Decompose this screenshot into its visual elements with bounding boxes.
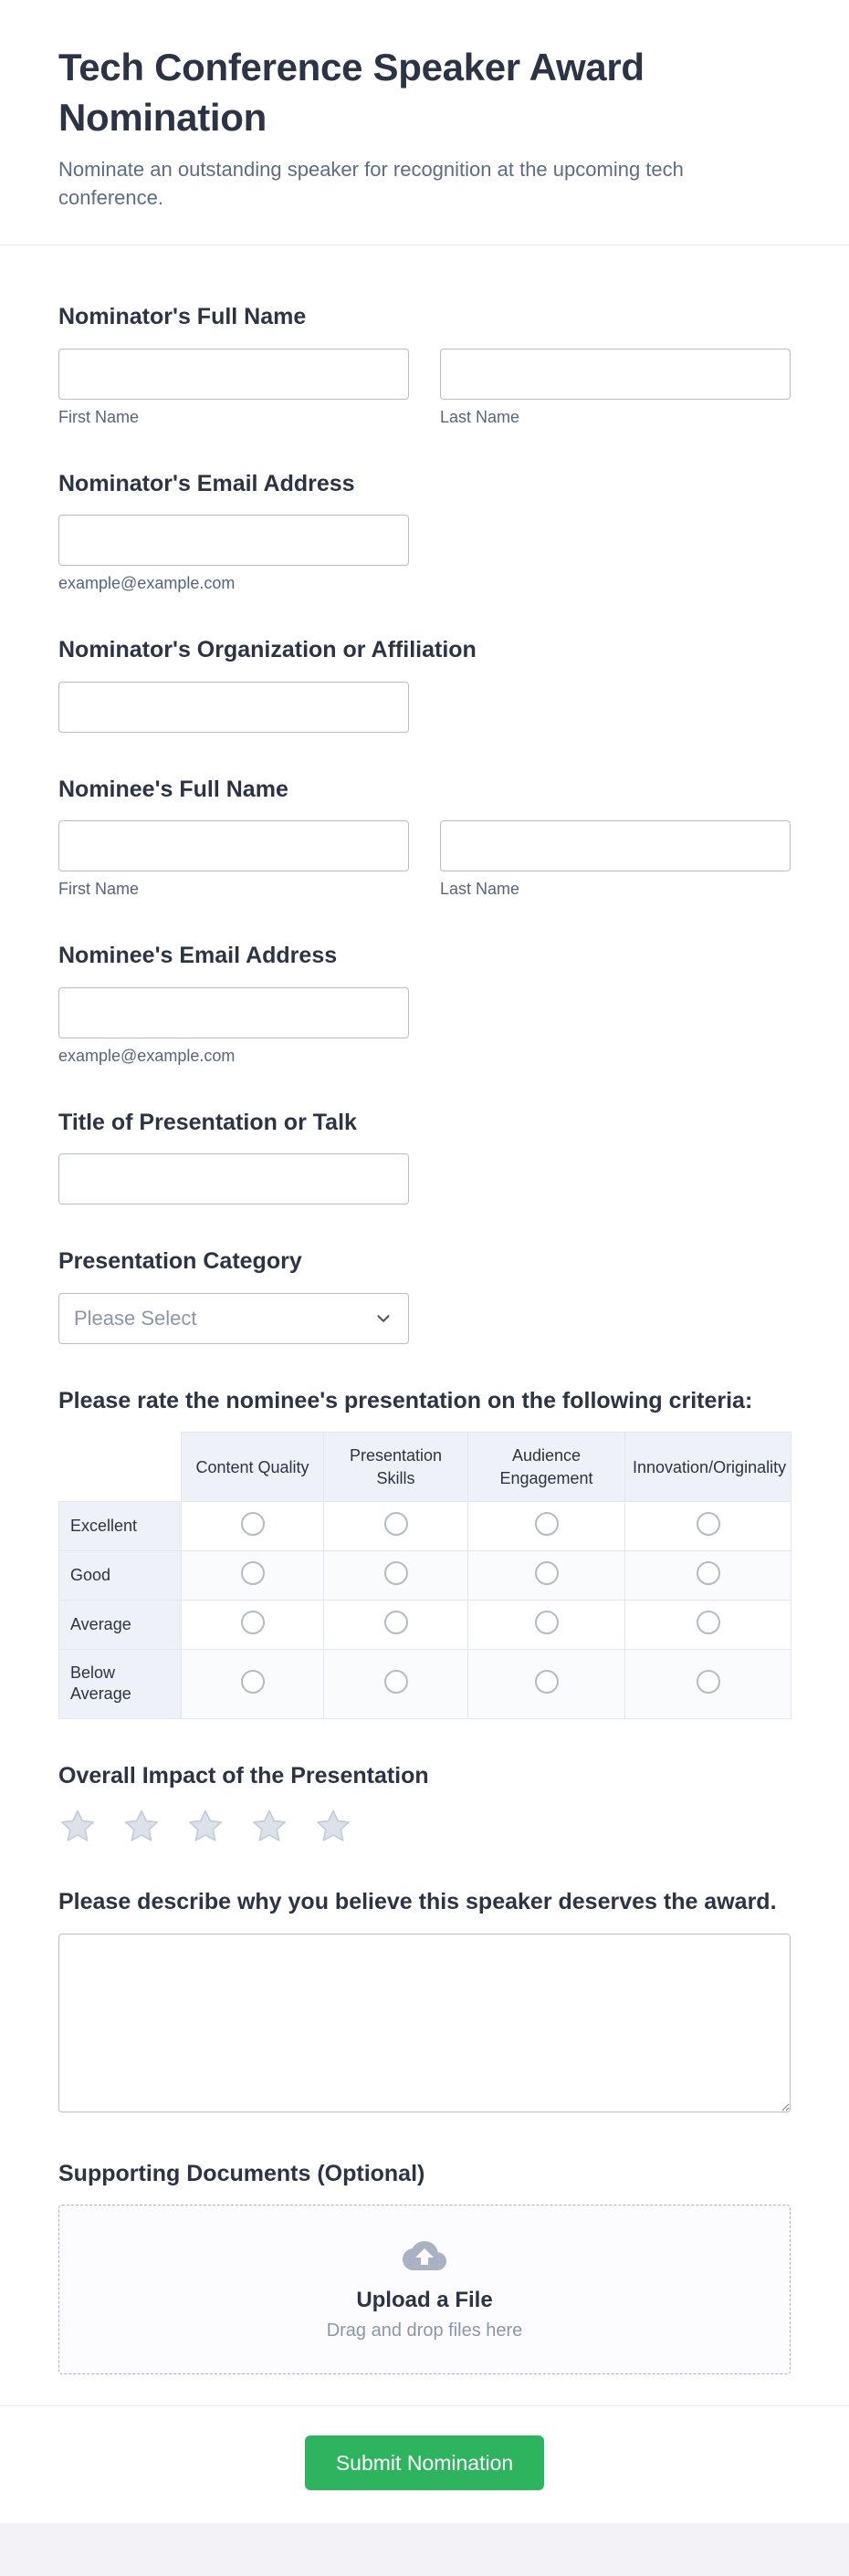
- file-upload-dropzone[interactable]: [58, 2205, 791, 2374]
- matrix-corner-cell: [59, 1433, 182, 1502]
- question-presentation-title: [58, 1108, 791, 1205]
- nominee-email-input[interactable]: [58, 987, 409, 1038]
- submit-section: [0, 2406, 849, 2523]
- matrix-radio[interactable]: [384, 1611, 408, 1634]
- question-label: Nominator's Email Address: [58, 470, 355, 496]
- first-name-col: [58, 820, 409, 899]
- matrix-radio[interactable]: [697, 1512, 720, 1536]
- category-select[interactable]: [58, 1293, 409, 1344]
- matrix-row-label: Below Average: [59, 1650, 182, 1719]
- matrix-radio[interactable]: [241, 1561, 265, 1585]
- question-rating-matrix: [58, 1386, 791, 1719]
- question-label: Please rate the nominee's presentation on the following criteria:: [58, 1387, 753, 1413]
- matrix-row: [59, 1601, 791, 1650]
- email-sublabel: example@example.com: [58, 1046, 236, 1065]
- last-name-col: [440, 820, 791, 899]
- email-sublabel: example@example.com: [58, 574, 236, 593]
- name-fields-row: [58, 349, 791, 427]
- matrix-radio[interactable]: [241, 1670, 265, 1694]
- matrix-row-label: Excellent: [59, 1502, 182, 1551]
- question-nominee-name: [58, 775, 791, 900]
- last-name-col: [440, 349, 791, 427]
- star-icon[interactable]: [58, 1807, 97, 1845]
- matrix-header-row: [59, 1433, 791, 1502]
- matrix-radio[interactable]: [384, 1512, 408, 1536]
- question-label: Nominator's Full Name: [58, 304, 307, 330]
- matrix-column-header: Innovation/Originality: [625, 1433, 791, 1502]
- nominator-organization-input[interactable]: [58, 682, 409, 733]
- matrix-radio[interactable]: [697, 1670, 720, 1694]
- name-fields-row: [58, 820, 791, 899]
- star-icon[interactable]: [314, 1807, 352, 1845]
- question-description: [58, 1887, 791, 2117]
- page-bottom-spacer: [0, 2523, 849, 2576]
- question-label: Presentation Category: [58, 1248, 302, 1275]
- nominator-first-name-input[interactable]: [58, 349, 409, 400]
- form-header: [0, 0, 849, 245]
- matrix-column-header: Audience Engagement: [468, 1433, 625, 1502]
- first-name-col: [58, 349, 409, 427]
- question-presentation-category: [58, 1246, 791, 1344]
- page-title: Tech Conference Speaker Award Nomination: [58, 46, 645, 140]
- description-textarea[interactable]: [58, 1934, 791, 2112]
- star-rating: [58, 1807, 791, 1845]
- nominator-email-input[interactable]: [58, 515, 409, 566]
- nominee-first-name-input[interactable]: [58, 820, 409, 871]
- email-col: [58, 515, 409, 593]
- page-subtitle: Nominate an outstanding speaker for recognition at the upcoming tech conference.: [58, 157, 684, 209]
- question-label: Nominator's Organization or Affiliation: [58, 637, 477, 663]
- question-nominee-email: [58, 941, 791, 1066]
- upload-title: Upload a File: [356, 2288, 493, 2313]
- matrix-row: [59, 1551, 791, 1601]
- category-select-placeholder: Please Select: [74, 1306, 197, 1330]
- organization-col: [58, 682, 409, 733]
- rating-matrix-table: [58, 1432, 791, 1718]
- question-nominator-name: [58, 302, 791, 427]
- question-overall-impact: [58, 1761, 791, 1846]
- matrix-radio[interactable]: [384, 1561, 408, 1585]
- matrix-radio[interactable]: [697, 1611, 720, 1634]
- presentation-title-input[interactable]: [58, 1153, 409, 1205]
- question-label: Please describe why you believe this speaker deserves the award.: [58, 1889, 777, 1915]
- matrix-radio[interactable]: [384, 1670, 408, 1694]
- nominator-last-name-input[interactable]: [440, 349, 791, 400]
- matrix-column-header: Presentation Skills: [324, 1433, 468, 1502]
- upload-hint: Drag and drop files here: [326, 2320, 523, 2341]
- question-nominator-email: [58, 469, 791, 594]
- question-label: Nominee's Email Address: [58, 943, 338, 969]
- chevron-down-icon: [373, 1309, 393, 1329]
- matrix-radio[interactable]: [535, 1611, 559, 1634]
- cloud-upload-icon: [403, 2237, 446, 2279]
- star-icon[interactable]: [122, 1807, 161, 1845]
- first-name-sublabel: First Name: [58, 407, 140, 426]
- matrix-row-label: Good: [59, 1551, 182, 1601]
- questions-area: [0, 245, 849, 2405]
- matrix-radio[interactable]: [697, 1561, 720, 1585]
- matrix-radio[interactable]: [535, 1512, 559, 1536]
- matrix-radio[interactable]: [535, 1561, 559, 1585]
- matrix-radio[interactable]: [241, 1512, 265, 1536]
- email-col: [58, 987, 409, 1066]
- star-icon[interactable]: [186, 1807, 225, 1845]
- matrix-radio[interactable]: [241, 1611, 265, 1634]
- last-name-sublabel: Last Name: [440, 880, 520, 899]
- matrix-column-header: Content Quality: [182, 1433, 324, 1502]
- matrix-row: [59, 1650, 791, 1719]
- submit-button[interactable]: Submit Nomination: [305, 2435, 544, 2490]
- first-name-sublabel: First Name: [58, 880, 140, 899]
- question-supporting-documents: [58, 2159, 791, 2375]
- question-label: Overall Impact of the Presentation: [58, 1762, 429, 1789]
- matrix-row-label: Average: [59, 1601, 182, 1650]
- question-label: Title of Presentation or Talk: [58, 1109, 357, 1135]
- presentation-title-col: [58, 1153, 409, 1205]
- matrix-radio[interactable]: [535, 1670, 559, 1694]
- last-name-sublabel: Last Name: [440, 407, 520, 426]
- question-nominator-organization: [58, 635, 791, 733]
- matrix-row: [59, 1502, 791, 1551]
- star-icon[interactable]: [250, 1807, 288, 1845]
- question-label: Supporting Documents (Optional): [58, 2160, 425, 2186]
- nominee-last-name-input[interactable]: [440, 820, 791, 871]
- question-label: Nominee's Full Name: [58, 776, 288, 802]
